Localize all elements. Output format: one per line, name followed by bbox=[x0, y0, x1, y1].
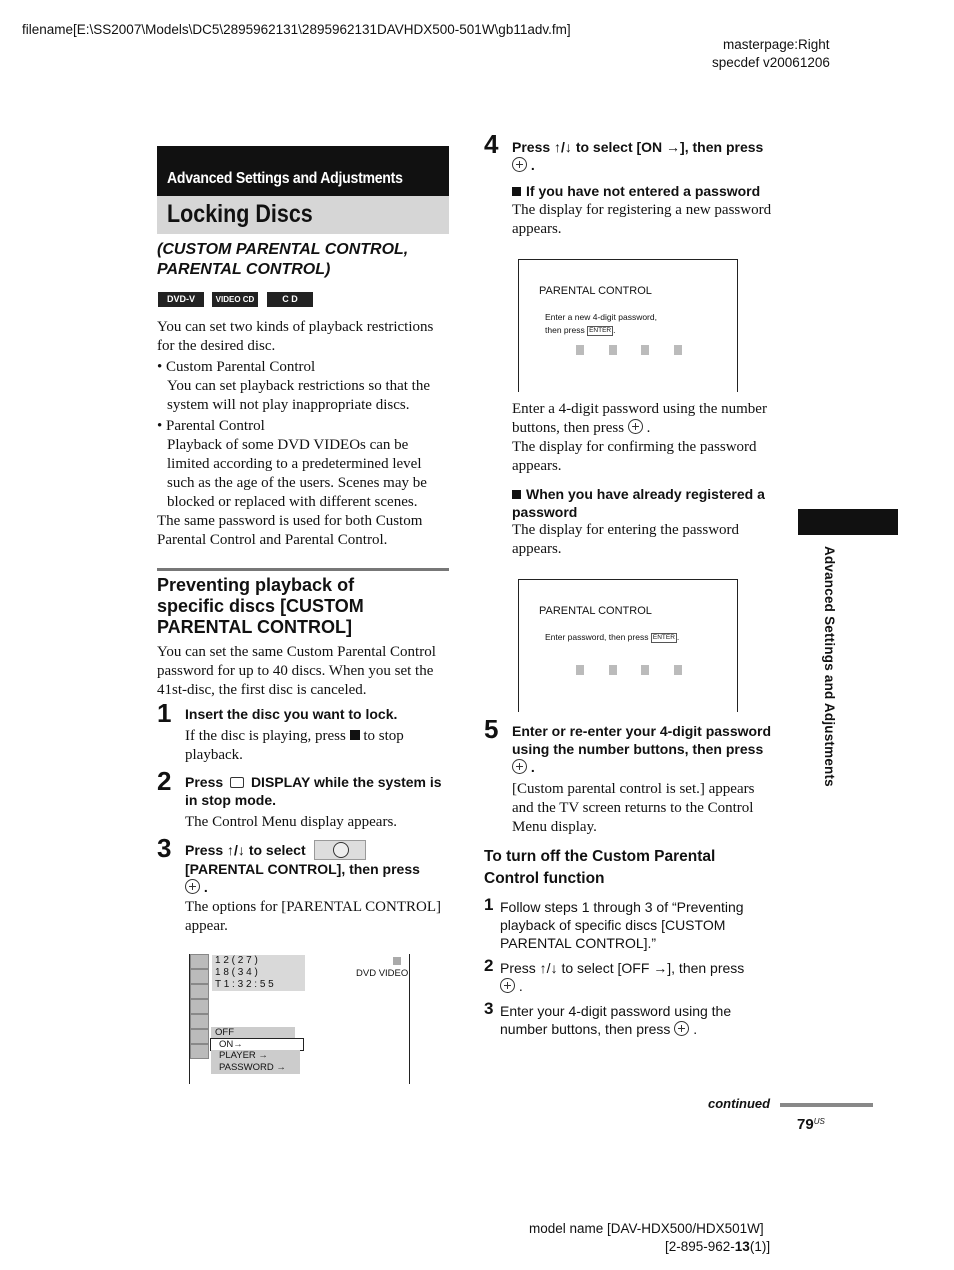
osd-indicator bbox=[393, 957, 401, 965]
password-digit-slot bbox=[674, 345, 682, 355]
option-list: PLAYER → PASSWORD → bbox=[211, 1050, 300, 1074]
step-4-sub2-line: The display for entering the password bbox=[512, 522, 740, 538]
step-2-number: 2 bbox=[157, 766, 172, 796]
step-4-title: Press ↑/↓ to select [ON →], then press . bbox=[512, 139, 764, 173]
turn-off-step-3-line: number buttons, then press bbox=[500, 1021, 671, 1037]
turn-off-step-3-line: Enter your 4-digit password using the bbox=[500, 1003, 732, 1019]
turn-off-step-1-line: Follow steps 1 through 3 of “Preventing bbox=[500, 899, 744, 915]
step-2-title-text: Press bbox=[185, 774, 224, 790]
password-digit-slot bbox=[641, 345, 649, 355]
option-password: PASSWORD bbox=[219, 1062, 274, 1073]
step-2-title-text: DISPLAY while the system is bbox=[250, 774, 442, 790]
intro-line: You can set playback restrictions so that the bbox=[167, 378, 431, 394]
disc-info bbox=[212, 955, 305, 991]
section-intro-line: You can set the same Custom Parental Control bbox=[157, 644, 436, 660]
intro-line: such as the age of the users. Scenes may be bbox=[167, 475, 427, 491]
enter-button-icon bbox=[674, 1021, 689, 1036]
step-4-sub2-heading bbox=[512, 485, 765, 521]
stop-icon bbox=[350, 730, 360, 740]
screen-message: Enter password, then press ENTER . bbox=[545, 632, 680, 642]
enter-key-label: ENTER bbox=[589, 327, 612, 334]
section-banner-text: Advanced Settings and Adjustments bbox=[167, 170, 403, 187]
step-5-body-line: Menu display. bbox=[512, 819, 597, 835]
turn-off-step-2: Press ↑/↓ to select [OFF →], then press . bbox=[500, 960, 745, 994]
page-number-suffix: US bbox=[813, 1117, 825, 1126]
step-4-title-text: Press ↑/↓ to select [ON →], then press bbox=[512, 139, 764, 155]
square-bullet-icon bbox=[512, 187, 521, 196]
step-5-title: Enter or re-enter your 4-digit password using the number buttons, then press . bbox=[512, 723, 772, 775]
osd-chapter-count: 1 8 ( 3 4 ) bbox=[215, 967, 258, 978]
bullet-custom-parental: • Custom Parental Control bbox=[157, 359, 316, 375]
enter-button-icon bbox=[185, 879, 200, 894]
side-tab-label: Advanced Settings and Adjustments bbox=[822, 546, 837, 787]
intro-line: You can set two kinds of playback restrictions bbox=[157, 319, 434, 335]
video-cd-badge: VIDEO CD bbox=[212, 292, 258, 307]
display-button-icon bbox=[230, 777, 244, 788]
step-3-body bbox=[185, 898, 441, 936]
option-on-label: ON bbox=[219, 1039, 234, 1050]
control-menu-display bbox=[189, 954, 410, 1084]
dvd-v-badge: DVD-V bbox=[158, 292, 204, 307]
osd-time: T 1 : 3 2 : 5 5 bbox=[215, 979, 274, 990]
step-1-title: Insert the disc you want to lock. bbox=[185, 706, 398, 722]
step-1-body-text: to stop bbox=[363, 728, 404, 744]
step-5-title-text: using the number buttons, then press bbox=[512, 741, 764, 757]
title-bar bbox=[157, 196, 449, 234]
continued-rule bbox=[780, 1103, 873, 1107]
screen-message: Enter a new 4-digit password, then press ENTER . bbox=[545, 312, 657, 335]
step-4-sub1-line: appears. bbox=[512, 221, 562, 237]
section-divider bbox=[157, 568, 449, 571]
turn-off-step-1-line: playback of specific discs [CUSTOM bbox=[500, 917, 726, 933]
step-1-body-text: If the disc is playing, press bbox=[185, 728, 346, 744]
osd-disc-type: DVD VIDEO bbox=[356, 968, 409, 979]
section-heading bbox=[157, 575, 364, 638]
footer-code-b: 13 bbox=[734, 1239, 750, 1254]
masterpage-label: masterpage:Right bbox=[723, 37, 830, 52]
turn-off-heading-line: To turn off the Custom Parental bbox=[484, 848, 716, 865]
specdef-label: specdef v20061206 bbox=[712, 55, 830, 70]
square-bullet-icon bbox=[512, 490, 521, 499]
subtitle-line2: PARENTAL CONTROL) bbox=[157, 261, 331, 278]
intro-line: The same password is used for both Custom bbox=[157, 513, 423, 529]
step-4-sub1-heading bbox=[512, 182, 760, 200]
turn-off-step-1-line: PARENTAL CONTROL].” bbox=[500, 935, 657, 951]
step-3-title-text: [PARENTAL CONTROL], then press bbox=[185, 861, 420, 877]
section-heading-line: specific discs [CUSTOM bbox=[157, 596, 364, 616]
section-intro-line: password for up to 40 discs. When you set the bbox=[157, 663, 434, 679]
step-4-sub2-line: appears. bbox=[512, 541, 562, 557]
step-4-sub2-body bbox=[512, 521, 739, 559]
intro-line: blocked or replaced with different scenes. bbox=[167, 494, 418, 510]
option-player: PLAYER bbox=[219, 1050, 256, 1061]
step-4-after-line: The display for confirming the password bbox=[512, 439, 757, 455]
step-3-number: 3 bbox=[157, 833, 172, 863]
parental-control-lock-icon bbox=[314, 840, 366, 860]
step-4-sub1-line: The display for registering a new password bbox=[512, 202, 772, 218]
turn-off-step-1 bbox=[500, 898, 744, 952]
side-tab-bar bbox=[798, 509, 898, 535]
section-heading-line: PARENTAL CONTROL] bbox=[157, 617, 352, 637]
enter-button-icon bbox=[512, 157, 527, 172]
screen-message-line: Enter password, then press bbox=[545, 632, 649, 642]
step-4-sub2-text: When you have already registered a bbox=[526, 486, 765, 502]
step-4-number: 4 bbox=[484, 129, 499, 159]
footer-code-c: (1)] bbox=[749, 1239, 771, 1254]
cd-badge: C D bbox=[267, 292, 313, 307]
page-number bbox=[797, 1116, 825, 1133]
enter-button-icon bbox=[512, 759, 527, 774]
step-1-number: 1 bbox=[157, 698, 172, 728]
step-4-after-line: appears. bbox=[512, 458, 562, 474]
enter-key-label: ENTER bbox=[652, 634, 675, 641]
screen-title: PARENTAL CONTROL bbox=[539, 285, 652, 297]
intro-line: system will not play inappropriate discs. bbox=[167, 397, 410, 413]
page-title: Locking Discs bbox=[167, 200, 313, 228]
enter-button-icon bbox=[628, 419, 643, 434]
turn-off-heading bbox=[484, 846, 715, 890]
step-1-body-text: playback. bbox=[185, 747, 243, 763]
turn-off-step-3: Enter your 4-digit password using the number buttons, then press . bbox=[500, 1003, 732, 1037]
enter-button-icon bbox=[500, 978, 515, 993]
step-4-sub2-text: password bbox=[512, 504, 578, 520]
subtitle bbox=[157, 240, 408, 280]
enter-password-screen bbox=[518, 579, 738, 712]
screen-title: PARENTAL CONTROL bbox=[539, 605, 652, 617]
osd-title-count: 1 2 ( 2 7 ) bbox=[215, 955, 258, 966]
step-5-body bbox=[512, 780, 754, 837]
step-3-body-text: appear. bbox=[185, 918, 228, 934]
step-4-sub1-body bbox=[512, 201, 771, 239]
step-5-title-text: Enter or re-enter your 4-digit password bbox=[512, 723, 772, 739]
section-banner bbox=[157, 146, 449, 196]
step-4-after-line: buttons, then press bbox=[512, 420, 625, 436]
turn-off-step-3-number: 3 bbox=[484, 999, 494, 1018]
step-2-title bbox=[185, 773, 442, 809]
option-off: OFF bbox=[211, 1027, 295, 1038]
footer-code bbox=[665, 1238, 770, 1256]
password-digit-slot bbox=[576, 345, 584, 355]
intro-line: Parental Control and Parental Control. bbox=[157, 532, 388, 548]
intro-line: for the desired disc. bbox=[157, 338, 276, 354]
filename-header: filename[E:\SS2007\Models\DC5\2895962131\2895962131DAVHDX500-501W\gb11adv.fm] bbox=[22, 22, 571, 37]
password-digit-slot bbox=[609, 345, 617, 355]
footer-code-a: [2-895-962- bbox=[665, 1239, 735, 1254]
turn-off-heading-line: Control function bbox=[484, 870, 605, 887]
step-5-number: 5 bbox=[484, 714, 499, 744]
screen-message-line: then press bbox=[545, 325, 585, 335]
step-2-body: The Control Menu display appears. bbox=[185, 814, 398, 830]
password-digit-slot bbox=[641, 665, 649, 675]
turn-off-step-2-number: 2 bbox=[484, 956, 494, 975]
section-intro-line: 41st-disc, the first disc is canceled. bbox=[157, 682, 367, 698]
step-3-title: Press ↑/↓ to select [PARENTAL CONTROL], then press . bbox=[185, 842, 420, 895]
continued-label: continued bbox=[708, 1096, 771, 1111]
step-1-body bbox=[185, 727, 404, 765]
step-5-body-line: and the TV screen returns to the Control bbox=[512, 800, 754, 816]
step-5-body-line: [Custom parental control is set.] appears bbox=[512, 781, 755, 797]
password-digit-slot bbox=[674, 665, 682, 675]
section-intro bbox=[157, 643, 436, 700]
step-2-title-text: in stop mode. bbox=[185, 792, 276, 808]
turn-off-step-1-number: 1 bbox=[484, 895, 494, 914]
password-digit-slot bbox=[576, 665, 584, 675]
intro-text bbox=[157, 318, 457, 550]
option-on: ON→ bbox=[210, 1038, 304, 1051]
footer-model: model name [DAV-HDX500/HDX501W] bbox=[529, 1221, 764, 1236]
step-4-after: Enter a 4-digit password using the number buttons, then press . The display for confirming the password appears. bbox=[512, 401, 767, 474]
step-3-body-text: The options for [PARENTAL CONTROL] bbox=[185, 899, 442, 915]
password-digit-slot bbox=[609, 665, 617, 675]
screen-message-line: Enter a new 4-digit password, bbox=[545, 312, 657, 322]
section-heading-line: Preventing playback of bbox=[157, 575, 355, 595]
turn-off-step-2-line: Press ↑/↓ to select [OFF →], then press bbox=[500, 960, 745, 976]
menu-icon-column bbox=[190, 954, 208, 1084]
step-4-after-line: Enter a 4-digit password using the number bbox=[512, 401, 767, 417]
bullet-parental: • Parental Control bbox=[157, 418, 265, 434]
subtitle-line1: (CUSTOM PARENTAL CONTROL, bbox=[157, 241, 409, 258]
intro-line: limited according to a predetermined level bbox=[167, 456, 422, 472]
page-number-value: 79 bbox=[797, 1116, 814, 1133]
intro-line: Playback of some DVD VIDEOs can be bbox=[167, 437, 409, 453]
step-3-title-text: Press ↑/↓ to select bbox=[185, 842, 306, 858]
new-password-screen bbox=[518, 259, 738, 392]
step-4-sub1-text: If you have not entered a password bbox=[526, 183, 761, 199]
